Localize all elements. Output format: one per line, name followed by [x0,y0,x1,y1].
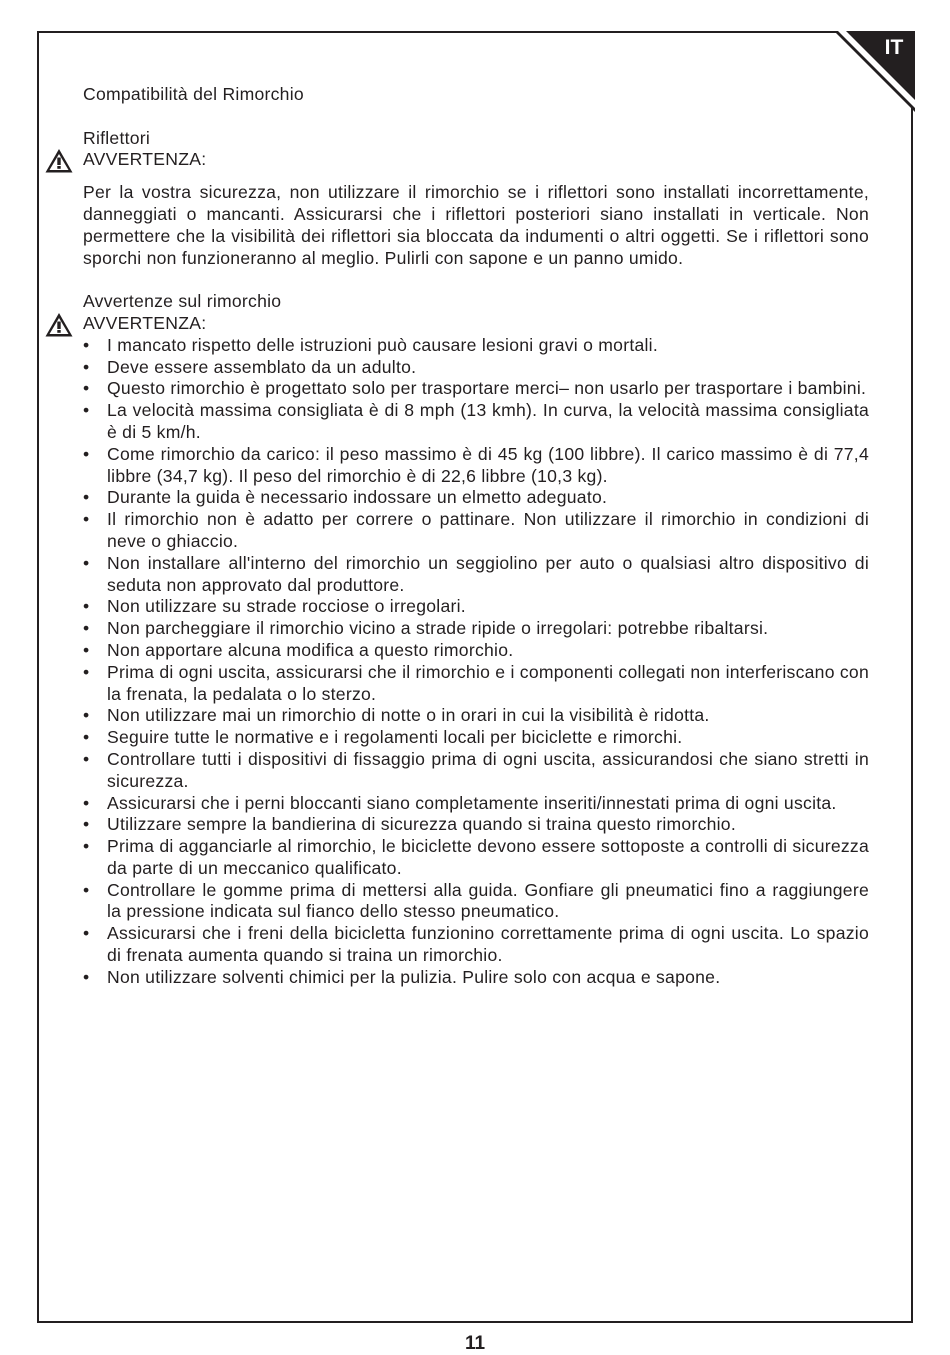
list-item: • Il rimorchio non è adatto per correre o pattinare. Non utilizzare il rimorchio in condizioni di neve o ghiaccio. [83,509,869,553]
list-item: • Questo rimorchio è progettato solo per trasportare merci– non usarlo per trasportare i bambini. [83,378,869,400]
warning-triangle-icon [44,311,74,338]
reflectors-paragraph: Per la vostra sicurezza, non utilizzare il rimorchio se i riflettori sono installati incorrettamente, danneggiati o mancanti. Assicurarsi che i riflettori posteriori siano installati in verticale. Non permettere che la visibilità dei riflettori sia bloccata da indumenti o altri oggetti. Se i riflettori sono sporchi non funzioneranno al meglio. Pulirli con sapone e un panno umido. [83,182,869,268]
list-item: • Prima di ogni uscita, assicurarsi che il rimorchio e i componenti collegati non interferiscano con la frenata, la pedalata o lo sterzo. [83,662,869,706]
trailer-warnings-section [83,291,869,989]
list-item: • Durante la guida è necessario indossare un elmetto adeguato. [83,487,869,509]
reflectors-warning-label: AVVERTENZA: [83,149,207,170]
list-item: • Controllare tutti i dispositivi di fissaggio prima di ogni uscita, assicurandosi che siano stretti in sicurezza. [83,749,869,793]
warning-list [83,335,869,989]
list-item: • Non installare all'interno del rimorchio un seggiolino per auto o qualsiasi altro dispositivo di seduta non approvato dal produttore. [83,553,869,597]
page-content [83,84,869,989]
page-number: 11 [464,1333,486,1354]
list-item: • Controllare le gomme prima di mettersi alla guida. Gonfiare gli pneumatici fino a raggiungere la pressione indicata sul fianco dello stesso pneumatico. [83,880,869,924]
list-item: • Utilizzare sempre la bandierina di sicurezza quando si traina questo rimorchio. [83,814,869,836]
section-title: Compatibilità del Rimorchio [83,84,304,104]
warning-triangle-icon [44,147,74,174]
list-item: • Come rimorchio da carico: il peso massimo è di 45 kg (100 libbre). Il carico massimo è di 77,4 libbre (34,7 kg). Il peso del rimorchio è di 22,6 libbre (10,3 kg). [83,444,869,488]
trailer-warnings-warning-label: AVVERTENZA: [83,312,207,333]
list-item: • Seguire tutte le normative e i regolamenti locali per biciclette e rimorchi. [83,727,869,749]
reflectors-heading: Riflettori [83,127,151,148]
list-item: • Non utilizzare mai un rimorchio di notte o in orari in cui la visibilità è ridotta. [83,705,869,727]
list-item: • Assicurarsi che i perni bloccanti siano completamente inseriti/innestati prima di ogni uscita. [83,793,869,815]
list-item: • La velocità massima consigliata è di 8 mph (13 kmh). In curva, la velocità massima consigliata è di 5 km/h. [83,400,869,444]
list-item: • Assicurarsi che i freni della bicicletta funzionino correttamente prima di ogni uscita. Lo spazio di frenata aumenta quando si traina un rimorchio. [83,923,869,967]
trailer-warnings-warning [83,313,869,335]
list-item: • I mancato rispetto delle istruzioni può causare lesioni gravi o mortali. [83,335,869,357]
list-item: • Non utilizzare su strade rocciose o irregolari. [83,596,869,618]
list-item: • Prima di agganciarle al rimorchio, le biciclette devono essere sottoposte a controlli di sicurezza da parte di un meccanico qualificato. [83,836,869,880]
list-item: • Non utilizzare solventi chimici per la pulizia. Pulire solo con acqua e sapone. [83,967,869,989]
list-item: • Non apportare alcuna modifica a questo rimorchio. [83,640,869,662]
list-item: • Non parcheggiare il rimorchio vicino a strade ripide o irregolari: potrebbe ribaltarsi. [83,618,869,640]
reflectors-warning [83,149,869,171]
list-item: • Deve essere assemblato da un adulto. [83,357,869,379]
reflectors-section [83,128,869,270]
language-label: IT [884,36,904,59]
trailer-warnings-heading: Avvertenze sul rimorchio [83,291,282,312]
